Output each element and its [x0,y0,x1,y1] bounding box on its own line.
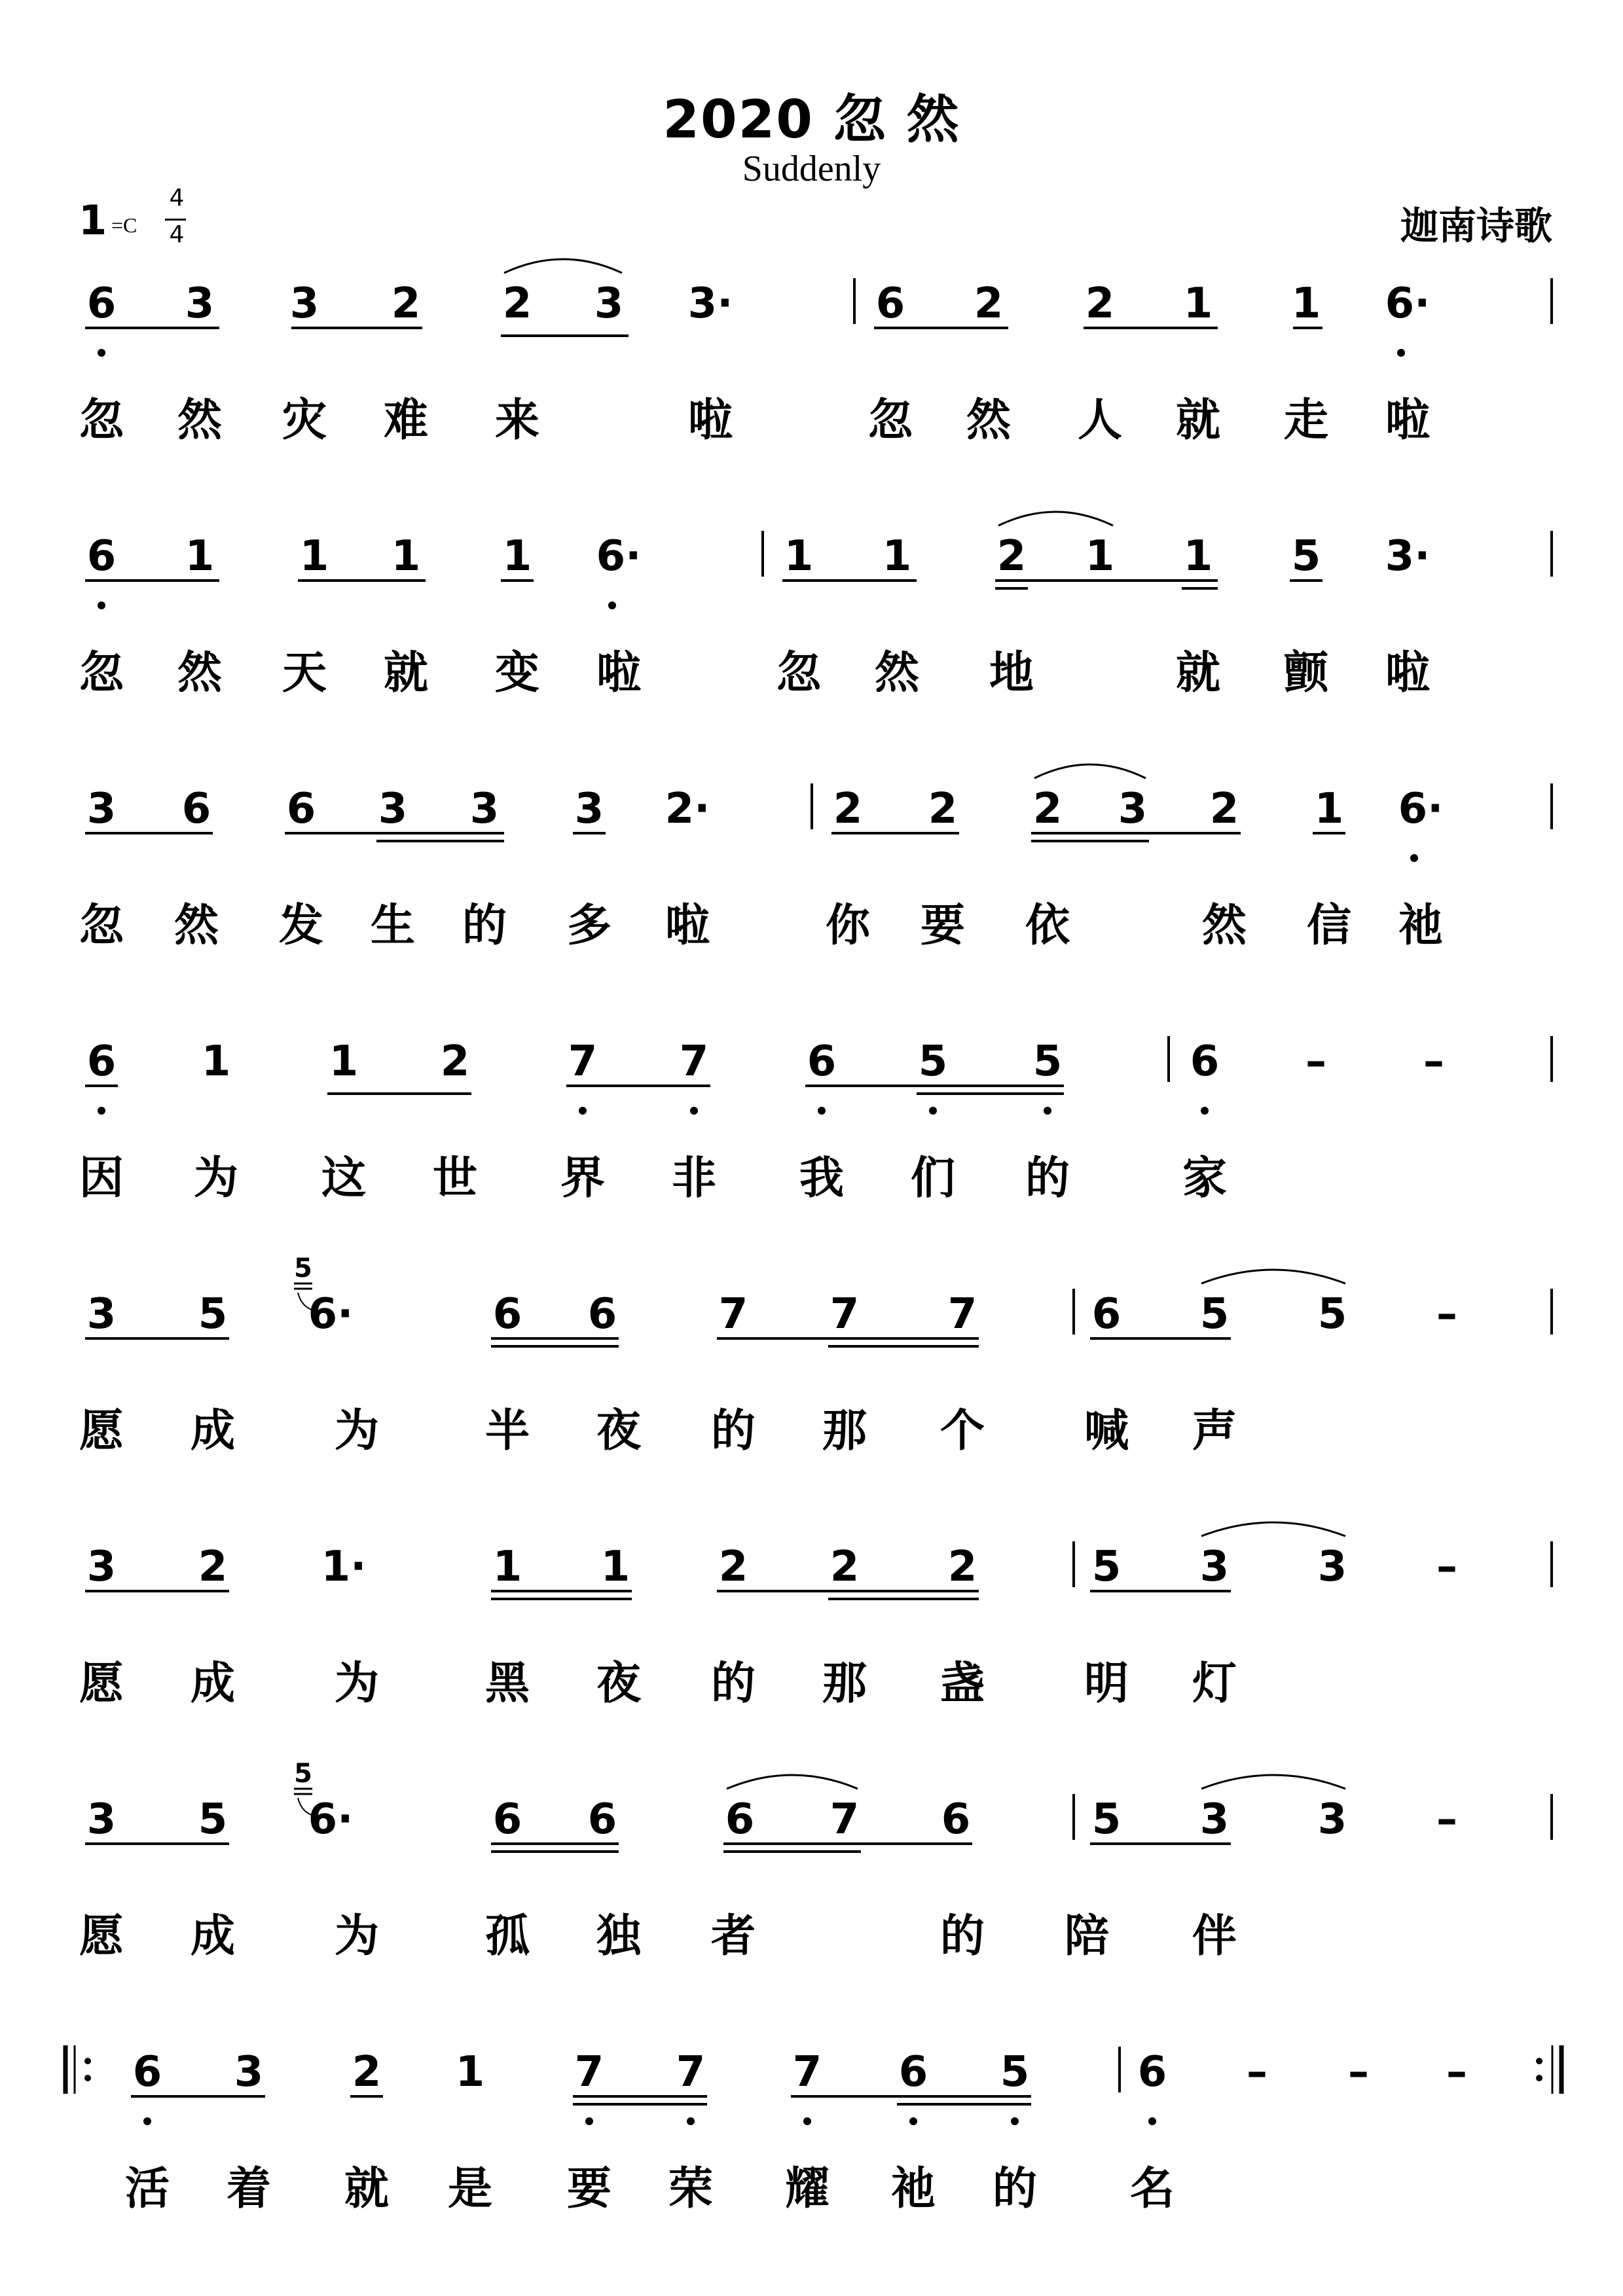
note: 3 [1199,1795,1230,1844]
lower-octave-dot [579,1107,587,1115]
lyric: 的 [1025,1153,1070,1204]
dash-note: – [1436,1795,1457,1844]
note: 2· [665,785,710,833]
lyric: 者 [710,1910,756,1962]
note: 2 [1085,279,1115,328]
note: 5 [1291,532,1321,581]
lower-octave-dot [1044,1107,1051,1115]
lower-octave-dot [1011,2117,1019,2125]
note: 2 [974,279,1004,328]
note: 1 [1085,532,1115,581]
lower-octave-dot [818,1107,826,1115]
note: 6 [492,1795,522,1844]
note: 7 [830,1290,860,1338]
lyric: 们 [910,1153,956,1204]
note: 5 [198,1795,228,1844]
lyric: 为 [193,1153,239,1204]
lyric: 活 [124,2163,170,2215]
note: 2 [830,1543,860,1591]
note: 2 [928,785,958,833]
lyric: 伴 [1192,1910,1237,1962]
lyric: 独 [596,1910,642,1962]
note: 2 [391,279,421,328]
repeat-dot [84,2058,91,2064]
note: 1 [1183,532,1213,581]
repeat-dot [84,2075,91,2081]
lyric: 陪 [1064,1910,1110,1962]
note: 2 [352,2048,382,2096]
lyric: 愿 [79,1910,124,1962]
lower-octave-dot [687,2117,695,2125]
lyric: 变 [494,647,540,699]
lyric: 然 [177,395,223,446]
note: 5 [918,1037,948,1086]
note: 3 [1317,1795,1347,1844]
note: 5 [1000,2048,1030,2096]
lyric: 盏 [939,1658,985,1710]
note: 6 [875,279,905,328]
lyric: 然 [966,395,1012,446]
note: 3· [687,279,733,328]
note: 3 [378,785,408,833]
note: 2 [1032,785,1063,833]
dash-note: – [1305,1037,1326,1086]
lyric: 颤 [1283,647,1329,699]
lyric: 就 [383,647,429,699]
grace-note: 5 [294,1759,312,1789]
lyric: 你 [825,900,871,952]
lyric: 荣 [668,2163,714,2215]
note: 6 [86,532,117,581]
lyric: 因 [79,1153,124,1204]
lyric: 非 [671,1153,717,1204]
note: 1 [185,532,215,581]
lyric: 要 [566,2163,612,2215]
note: 1 [600,1543,630,1591]
note: 2 [502,279,532,328]
note: 6 [587,1290,617,1338]
lyric: 要 [920,900,966,952]
note: 3 [86,785,117,833]
lower-octave-dot [98,601,105,609]
note: 3 [185,279,215,328]
note: 6 [587,1795,617,1844]
note: 1 [455,2048,485,2096]
slur [504,259,622,273]
note: 6· [1385,279,1431,328]
lyric: 的 [710,1405,756,1457]
note: 7 [574,2048,604,2096]
lyric: 成 [190,1405,236,1457]
lyric: 成 [190,1910,236,1962]
dash-note: – [1436,1290,1457,1338]
lyric: 为 [334,1405,380,1457]
lyric: 愿 [79,1658,124,1710]
lyric: 就 [1175,395,1221,446]
note: 3 [469,785,500,833]
lyric: 成 [190,1658,236,1710]
lyric: 发 [278,900,324,952]
lower-octave-dot [585,2117,593,2125]
lyric: 忽 [79,647,124,699]
repeat-dot [1536,2075,1542,2081]
note: 6 [86,279,117,328]
note: 7 [830,1795,860,1844]
note: 6 [725,1795,755,1844]
lyric: 祂 [890,2163,936,2215]
dash-note: – [1446,2048,1467,2096]
lyric: 啦 [665,900,710,952]
note: 7 [568,1037,598,1086]
lyric: 为 [334,1658,380,1710]
lyric: 我 [799,1153,845,1204]
lyric: 地 [989,647,1034,699]
note: 3· [1385,532,1431,581]
lyric: 灯 [1192,1658,1237,1710]
note: 3 [289,279,319,328]
dash-note: – [1247,2048,1267,2096]
lyric: 然 [173,900,219,952]
lyric: 忽 [867,395,913,446]
note: 5 [1032,1037,1063,1086]
time-signature-bottom: 4 [169,221,185,248]
note: 6 [286,785,316,833]
slur [1034,764,1146,778]
lyric: 的 [462,900,507,952]
note: 2 [1209,785,1239,833]
lyric: 为 [334,1910,380,1962]
lower-octave-dot [1148,2117,1156,2125]
note: 1 [299,532,329,581]
lyric: 声 [1192,1405,1237,1457]
lyric: 夜 [596,1658,642,1710]
note: 1 [1291,279,1321,328]
lower-octave-dot [929,1107,937,1115]
lyric: 来 [494,395,540,446]
note: 5 [1199,1290,1230,1338]
lyric: 就 [1175,647,1221,699]
lyric: 是 [447,2163,493,2215]
lyric: 家 [1182,1153,1228,1204]
lyric: 愿 [79,1405,124,1457]
lower-octave-dot [909,2117,917,2125]
lyric: 黑 [484,1658,530,1710]
note: 5 [1091,1795,1122,1844]
note: 1 [1183,279,1213,328]
time-signature-top: 4 [169,185,185,211]
lyric: 孤 [484,1910,530,1962]
song-subtitle: Suddenly [742,149,881,189]
note: 6· [596,532,642,581]
note: 6 [1091,1290,1122,1338]
key-do: 1 [79,196,107,244]
lyric: 明 [1084,1658,1129,1710]
slur [1201,1522,1345,1536]
grace-note: 5 [294,1253,312,1283]
dash-note: – [1436,1543,1457,1591]
lyric: 忽 [776,647,822,699]
note: 5 [1091,1543,1122,1591]
lyric: 忽 [79,395,124,446]
lyric: 耀 [784,2163,830,2215]
lyric: 名 [1129,2163,1175,2215]
note: 1 [882,532,912,581]
note: 5 [1317,1290,1347,1338]
slur [1201,1775,1345,1789]
note: 5 [198,1290,228,1338]
lower-octave-dot [608,601,616,609]
note: 1· [321,1543,367,1591]
note: 1 [502,532,532,581]
lyric: 祂 [1398,900,1444,952]
lyric: 天 [282,647,327,699]
lyric: 依 [1025,900,1070,952]
note: 1 [201,1037,231,1086]
note: 2 [718,1543,748,1591]
lyric: 喊 [1084,1405,1129,1457]
note: 2 [198,1543,228,1591]
note: 6 [807,1037,837,1086]
key-signature: =C [111,213,137,237]
note: 2 [947,1543,977,1591]
lyric: 世 [432,1153,478,1204]
note: 7 [947,1290,977,1338]
slur [727,1775,858,1789]
note: 3 [86,1290,117,1338]
lyric: 啦 [596,647,642,699]
lower-octave-dot [143,2117,151,2125]
dash-note: – [1423,1037,1444,1086]
note: 6· [1398,785,1444,833]
note: 3 [594,279,624,328]
lyric: 生 [370,900,416,952]
lyric: 然 [874,647,920,699]
lyric: 夜 [596,1405,642,1457]
lyric: 的 [992,2163,1038,2215]
note: 3 [234,2048,264,2096]
lyric: 界 [560,1153,606,1204]
slur [998,512,1113,526]
note: 7 [718,1290,748,1338]
note: 7 [792,2048,822,2096]
note: 3 [86,1543,117,1591]
note: 3 [1317,1543,1347,1591]
lyric: 半 [484,1405,530,1457]
lyric: 的 [710,1658,756,1710]
note: 6 [1190,1037,1220,1086]
note: 3 [1118,785,1148,833]
lyric: 这 [321,1153,367,1204]
note: 1 [329,1037,359,1086]
song-title: 2020 忽 然 [663,89,960,150]
lyric: 人 [1077,395,1123,446]
lyric: 啦 [687,395,733,446]
lower-octave-dot [98,349,105,357]
note: 6 [181,785,211,833]
lyric: 然 [1201,900,1247,952]
note: 3 [574,785,604,833]
note: 6 [86,1037,117,1086]
note: 6· [308,1290,354,1338]
lower-octave-dot [690,1107,698,1115]
lyric: 那 [822,1658,867,1710]
note: 1 [784,532,814,581]
repeat-dot [1536,2058,1542,2064]
lyric: 难 [383,395,429,446]
lyric: 多 [566,900,612,952]
note: 2 [440,1037,470,1086]
note: 1 [1314,785,1344,833]
note: 1 [391,532,421,581]
lyric: 着 [226,2163,272,2215]
note: 6 [898,2048,928,2096]
lyric: 的 [939,1910,985,1962]
lyric: 啦 [1385,395,1431,446]
note: 7 [679,1037,709,1086]
note: 6 [492,1290,522,1338]
note: 2 [833,785,863,833]
note: 6· [308,1795,354,1844]
note: 6 [132,2048,162,2096]
note: 1 [492,1543,522,1591]
lyric: 走 [1283,395,1329,446]
note: 2 [996,532,1027,581]
lower-octave-dot [803,2117,811,2125]
lyric: 啦 [1385,647,1431,699]
lyric: 就 [344,2163,390,2215]
lower-octave-dot [1410,854,1418,862]
lower-octave-dot [98,1107,105,1115]
note: 6 [1137,2048,1167,2096]
lower-octave-dot [1397,349,1405,357]
lyric: 个 [939,1405,985,1457]
note: 3 [1199,1543,1230,1591]
slur [1201,1270,1345,1283]
note: 3 [86,1795,117,1844]
lyric: 信 [1306,900,1352,952]
lower-octave-dot [1201,1107,1209,1115]
note: 7 [676,2048,706,2096]
lyric: 那 [822,1405,867,1457]
lyric: 然 [177,647,223,699]
lyric: 忽 [79,900,124,952]
composer-credit: 迦南诗歌 [1400,204,1552,248]
note: 6 [941,1795,971,1844]
lyric: 灾 [282,395,327,446]
dash-note: – [1348,2048,1369,2096]
